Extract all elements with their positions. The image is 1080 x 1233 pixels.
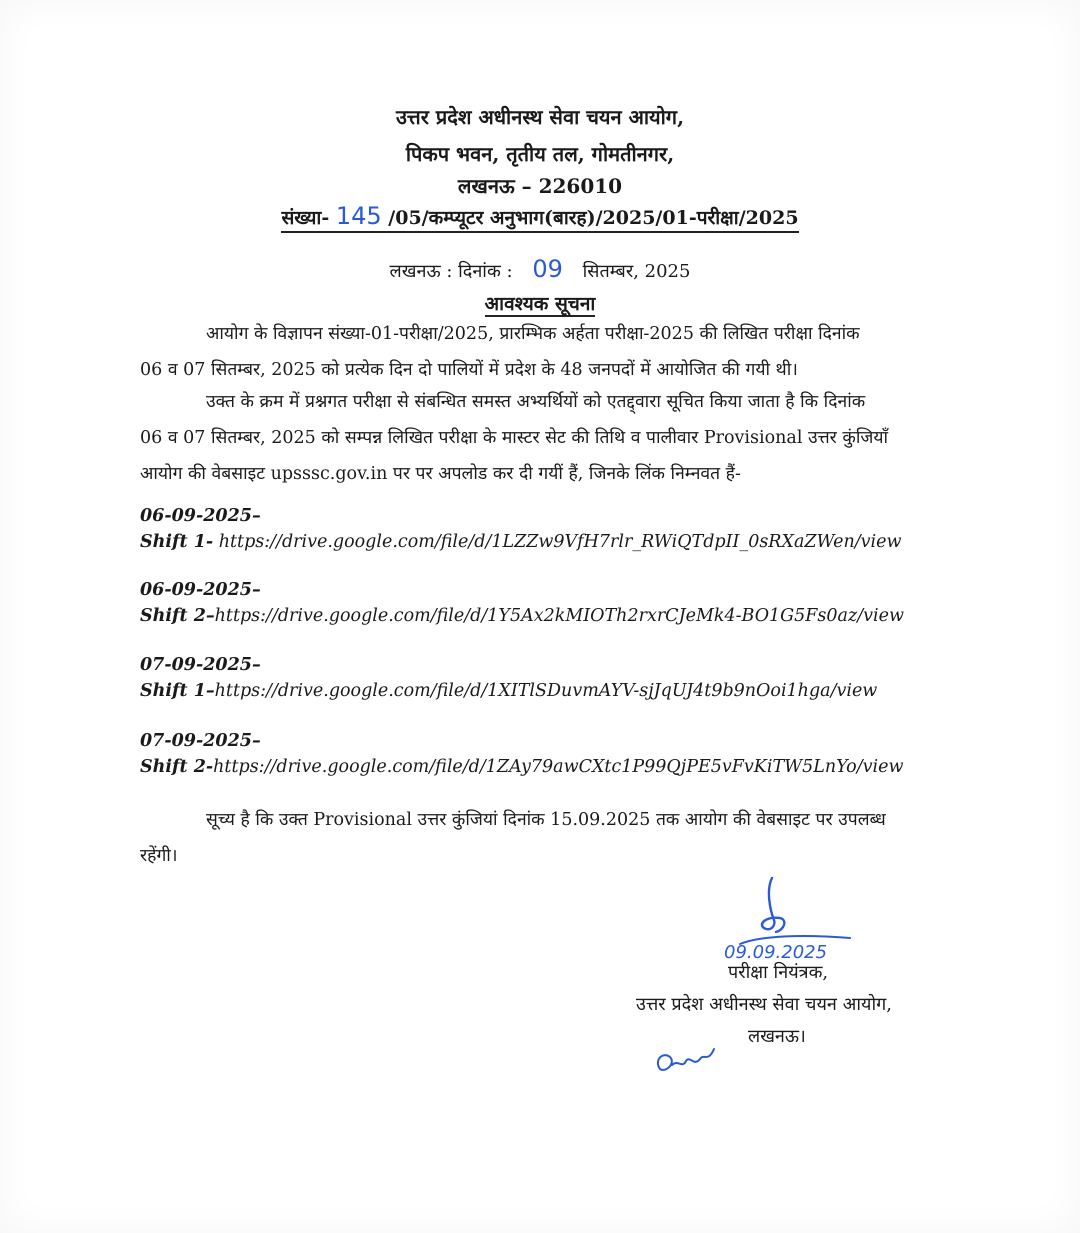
signature-date: 09.09.2025 xyxy=(724,942,828,963)
closing-line-1: सूच्य है कि उक्त Provisional उत्तर कुंजियां दिनांक 15.09.2025 तक आयोग की वेबसाइट पर उपलब्ध xyxy=(206,810,886,830)
paragraph-1 xyxy=(140,316,980,388)
date-prefix: लखनऊ : दिनांक : xyxy=(389,261,513,282)
reference-number xyxy=(0,202,1080,230)
designation: परीक्षा नियंत्रक, xyxy=(728,962,829,983)
link-date: 06-09-2025– xyxy=(140,580,261,600)
org-address: पिकप भवन, तृतीय तल, गोमतीनगर, xyxy=(405,142,675,166)
shift-label: Shift 2- xyxy=(140,757,214,777)
org-city: लखनऊ – 226010 xyxy=(457,174,623,198)
initials-mark xyxy=(650,1035,730,1085)
drive-link[interactable]: https://drive.google.com/file/d/1ZAy79awCXtc1P99QjPE5vFvKiTW5LnYo/view xyxy=(213,757,904,777)
closing-paragraph xyxy=(140,802,980,874)
drive-link[interactable]: https://drive.google.com/file/d/1LZZw9VfH7rlr_RWiQTdpII_0sRXaZWen/view xyxy=(218,532,902,552)
reference-handwritten-number: 145 xyxy=(335,202,382,230)
drive-link[interactable]: https://drive.google.com/file/d/1XITlSDuvmAYV-sjJqUJ4t9b9nOoi1hga/view xyxy=(214,681,878,701)
notice-title xyxy=(0,290,1080,316)
link-entry xyxy=(140,652,1020,704)
link-entry xyxy=(140,577,1020,629)
shift-label: Shift 1– xyxy=(140,681,215,701)
link-entry xyxy=(140,503,1020,555)
reference-suffix: /05/कम्प्यूटर अनुभाग(बारह)/2025/01-परीक्षा/2025 xyxy=(388,207,799,229)
initials-icon xyxy=(650,1035,730,1085)
link-date: 06-09-2025– xyxy=(140,506,261,526)
signature-org: उत्तर प्रदेश अधीनस्थ सेवा चयन आयोग, xyxy=(636,994,892,1015)
paragraph-2-line-1: उक्त के क्रम में प्रश्नगत परीक्षा से संबन्धित समस्त अभ्यर्थियों को एतद्द्वारा सूचित किया जाता है कि दिनांक xyxy=(206,392,866,412)
shift-label: Shift 1- xyxy=(140,532,214,552)
org-name: उत्तर प्रदेश अधीनस्थ सेवा चयन आयोग, xyxy=(395,105,685,129)
date-suffix: सितम्बर, 2025 xyxy=(582,261,691,282)
paragraph-2 xyxy=(140,384,980,492)
shift-label: Shift 2– xyxy=(140,606,215,626)
link-date: 07-09-2025– xyxy=(140,655,261,675)
reference-prefix: संख्या- xyxy=(281,207,330,229)
signature-city: लखनऊ। xyxy=(748,1026,806,1047)
link-entry xyxy=(140,728,1020,780)
paragraph-1-line-1: आयोग के विज्ञापन संख्या-01-परीक्षा/2025, प्रारम्भिक अर्हता परीक्षा-2025 की लिखित परीक्षा दिनांक xyxy=(206,324,860,344)
link-date: 07-09-2025– xyxy=(140,731,261,751)
closing-line-2: रहेंगी। xyxy=(140,846,178,866)
paragraph-2-line-3: आयोग की वेबसाइट upsssc.gov.in पर पर अपलोड कर दी गयीं हैं, जिनके लिंक निम्नवत हैं- xyxy=(140,464,741,484)
date-handwritten-day: 09 xyxy=(532,255,563,283)
issue-date xyxy=(0,255,1080,283)
paragraph-2-line-2: 06 व 07 सितम्बर, 2025 को सम्पन्न लिखित परीक्षा के मास्टर सेट की तिथि व पालीवार Provisional उत्तर कुंजियाँ xyxy=(140,428,889,448)
notice-title-text: आवश्यक सूचना xyxy=(484,293,596,315)
paragraph-1-line-2: 06 व 07 सितम्बर, 2025 को प्रत्येक दिन दो पालियों में प्रदेश के 48 जनपदों में आयोजित की गयी थी। xyxy=(140,360,798,380)
drive-link[interactable]: https://drive.google.com/file/d/1Y5Ax2kMIOTh2rxrCJeMk4-BO1G5Fs0az/view xyxy=(214,606,904,626)
